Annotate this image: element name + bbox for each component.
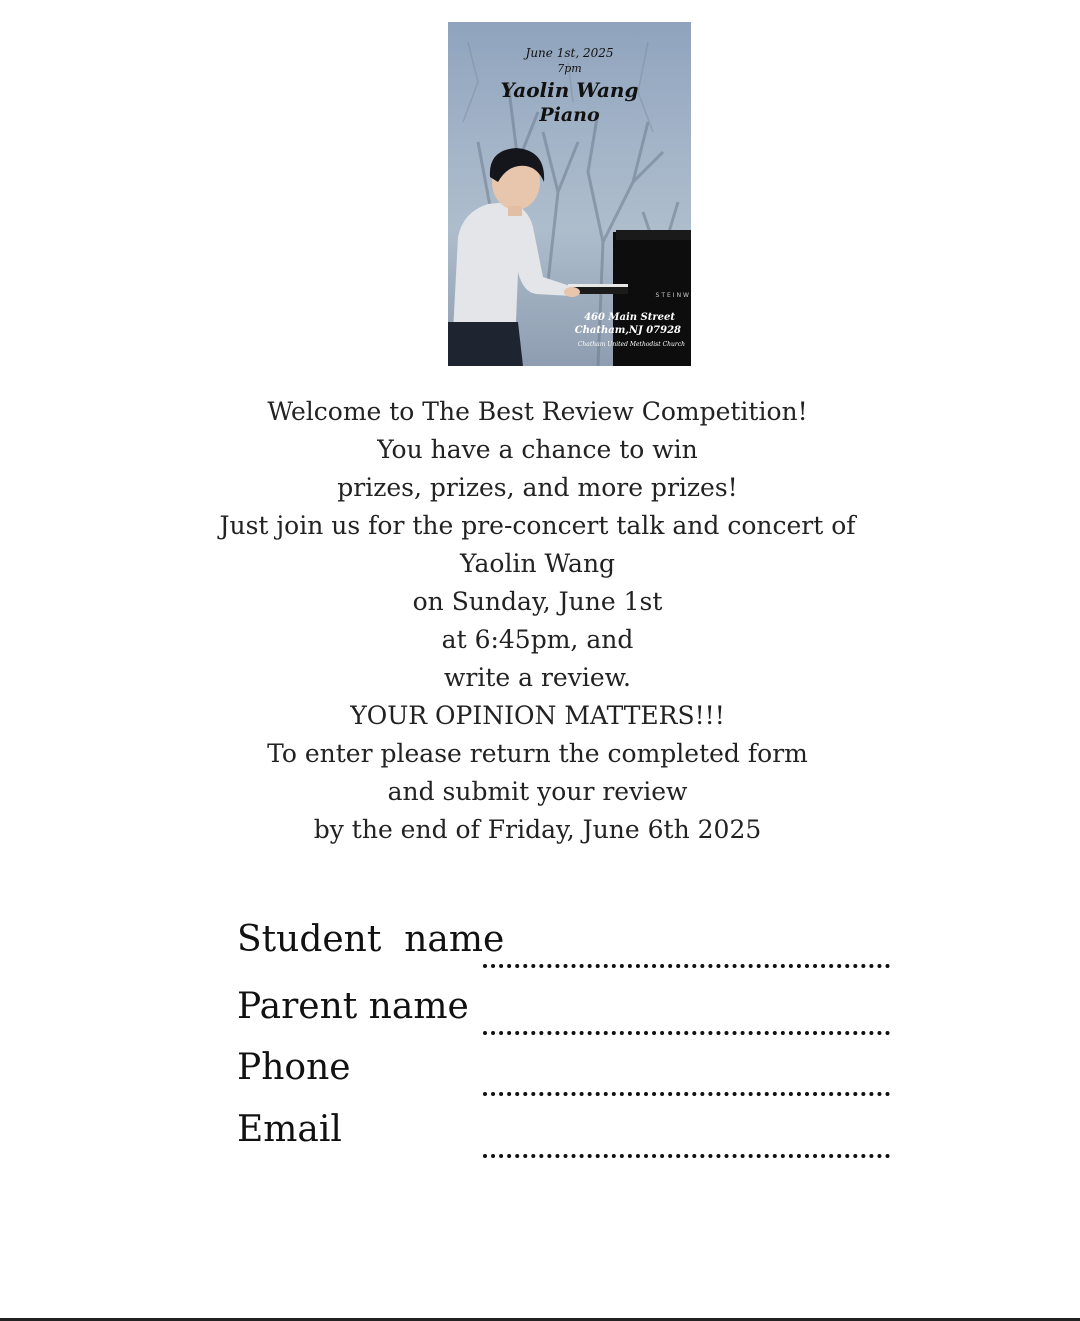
announcement-line: To enter please return the completed form — [267, 739, 808, 768]
announcement-line: You have a chance to win — [377, 435, 698, 464]
announcement-line: Yaolin Wang — [459, 549, 616, 578]
phone-field[interactable] — [237, 1046, 892, 1096]
poster-venue: Chatham United Methodist Church — [577, 341, 685, 348]
email-field[interactable] — [237, 1108, 892, 1158]
poster-performer: Yaolin Wang — [500, 78, 639, 102]
poster-street: 460 Main Street — [584, 312, 675, 323]
poster-instrument: Piano — [539, 104, 600, 126]
poster-time: 7pm — [557, 62, 582, 75]
announcement-line: and submit your review — [387, 777, 688, 806]
parent-name-field[interactable] — [237, 985, 892, 1035]
announcement-text — [0, 393, 1075, 849]
phone-label: Phone — [237, 1047, 351, 1088]
student-name-label: Student name — [237, 919, 505, 960]
announcement-line: by the end of Friday, June 6th 2025 — [313, 815, 762, 844]
piano-brand: STEINW — [655, 292, 691, 299]
student-name-field[interactable] — [237, 918, 892, 968]
parent-name-label: Parent name — [237, 986, 469, 1027]
concert-poster — [448, 22, 691, 366]
announcement-line: at 6:45pm, and — [441, 625, 634, 654]
email-line[interactable] — [483, 1154, 890, 1158]
announcement-line: write a review. — [443, 663, 632, 692]
announcement-line: YOUR OPINION MATTERS!!! — [350, 701, 725, 730]
announcement-line: Welcome to The Best Review Competition! — [267, 397, 808, 426]
poster-city: Chatham,NJ 07928 — [574, 325, 681, 336]
student-name-line[interactable] — [483, 964, 890, 968]
email-label: Email — [237, 1109, 342, 1150]
announcement-line: Just join us for the pre-concert talk and concert of — [219, 511, 856, 540]
announcement-line: prizes, prizes, and more prizes! — [337, 473, 738, 502]
parent-name-line[interactable] — [483, 1031, 890, 1035]
poster-date: June 1st, 2025 — [525, 46, 614, 60]
phone-line[interactable] — [483, 1092, 890, 1096]
announcement-line: on Sunday, June 1st — [412, 587, 663, 616]
